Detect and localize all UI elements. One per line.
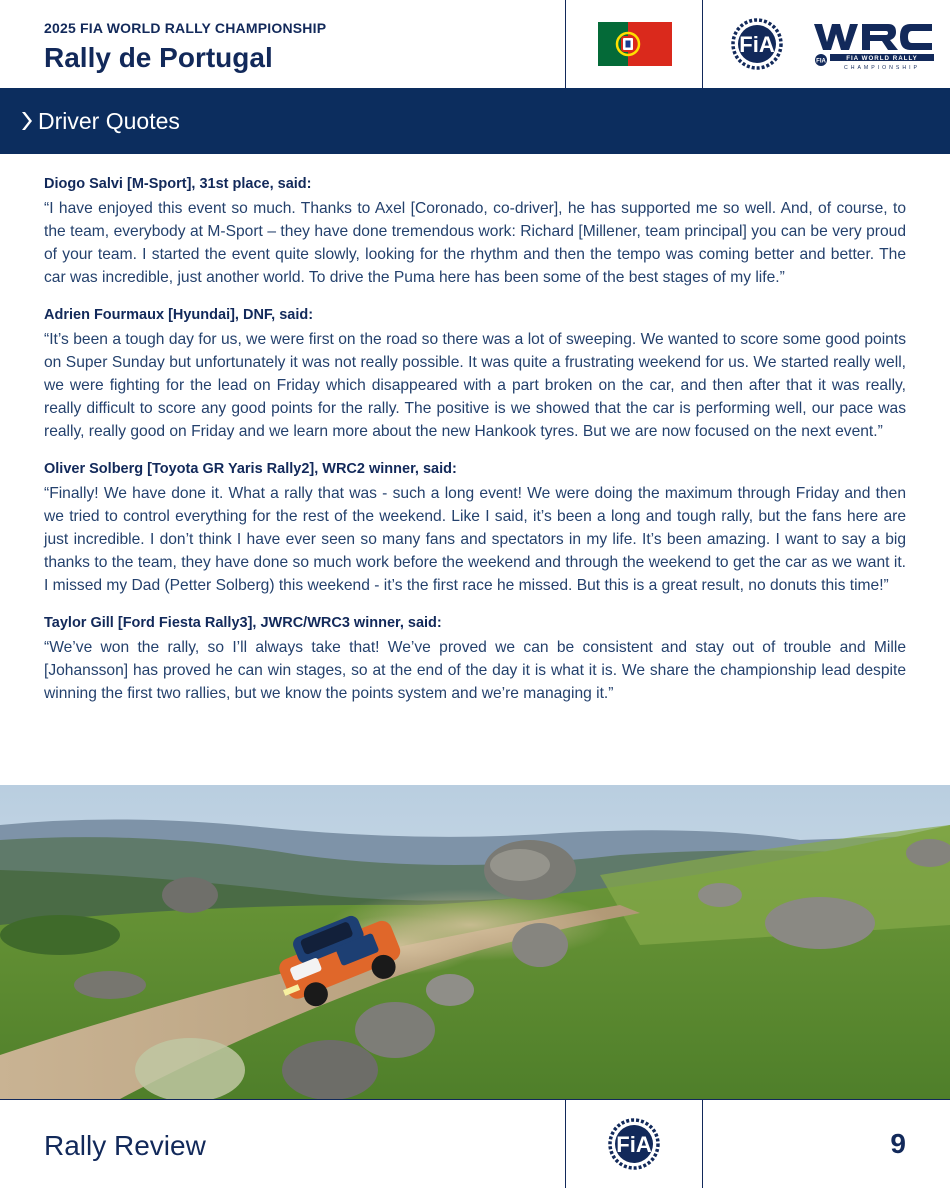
svg-text:CHAMPIONSHIP: CHAMPIONSHIP (843, 65, 921, 70)
quote-speaker: Oliver Solberg [Toyota GR Yaris Rally2], WRC2 winner, said: (44, 461, 457, 477)
quote-text: “We’ve won the rally, so I’ll always take that! We’ve proved we can be consistent and stay out of trouble and Mille [Johansson] has proved he can win stages, so at the end of the day it is what it is. We share the championship lead despite winning the first two rallies, but we know the points system and we’re managing it.” (44, 639, 906, 702)
rally-photo (0, 785, 950, 1099)
quote-text: “It’s been a tough day for us, we were first on the road so there was a lot of sweeping. We wanted to score some good points on Super Sunday but unfortunately it was not really possible. It was quite a frustrating weekend for us. We started really well, we were fighting for the lead on Friday which disappeared with a part broken on the car, and then after that it was really, really difficult to score any good points for the rally. The positive is we showed that the car is performing well, our pace was really, really good on Friday and we learn more about the new Hankook tyres. But we are now focused on the next event.” (44, 331, 906, 440)
header-divider (565, 0, 566, 88)
event-title: Rally de Portugal (44, 42, 273, 73)
page-number: 9 (890, 1128, 906, 1159)
chevron-right-icon (20, 110, 34, 132)
header-divider (702, 0, 703, 88)
page-header (0, 0, 950, 88)
quote-speaker: Diogo Salvi [M-Sport], 31st place, said: (44, 176, 312, 192)
quote-block (44, 459, 906, 597)
quote-speaker: Taylor Gill [Ford Fiesta Rally3], JWRC/WRC3 winner, said: (44, 615, 442, 631)
svg-text:FiA: FiA (739, 32, 775, 57)
quote-text: “I have enjoyed this event so much. Thanks to Axel [Coronado, co-driver], he has supported me so well. And, of course, to the team, everybody at M-Sport – they have done tremendous work: Richard [Millener, team principal] you can be very proud of your team. I started the event quite slowly, looking for the rhythm and then the tempo was coming better and better. The car was incredible, just another world. To drive the Puma here has been some of the best stages of my life.” (44, 200, 906, 286)
quote-text: “Finally! We have done it. What a rally that was - such a long event! We were doing the maximum through Friday and then we tried to control everything for the rest of the weekend. Like I said, it’s been a long and tough rally, but the fans here are just incredible. I don’t think I have ever seen so many fans and spectators in my life. It’s been amazing. I want to say a big thanks to the team, they have done so much work before the weekend and through the weekend to get the car as we want it. I missed my Dad (Petter Solberg) this weekend - it’s the first race he missed. But this is a great result, no donuts this time!” (44, 485, 906, 594)
publication-label: Rally Review (44, 1130, 206, 1161)
svg-text:FiA: FiA (616, 1132, 652, 1157)
page-footer (0, 1099, 950, 1188)
driver-quotes-list (44, 174, 906, 721)
championship-supertitle: 2025 FIA WORLD RALLY CHAMPIONSHIP (44, 20, 327, 36)
section-title: Driver Quotes (38, 108, 180, 134)
footer-divider (702, 1100, 703, 1188)
section-band (0, 88, 950, 154)
wrc-logo-icon (812, 18, 936, 70)
footer-divider (565, 1100, 566, 1188)
portugal-flag-icon (598, 22, 672, 66)
quote-block (44, 613, 906, 705)
rally-car-landscape-image (0, 785, 950, 1099)
quote-speaker: Adrien Fourmaux [Hyundai], DNF, said: (44, 307, 314, 323)
quote-block (44, 305, 906, 443)
fia-logo-icon (597, 1118, 671, 1170)
svg-text:FIA: FIA (816, 58, 826, 65)
quote-block (44, 174, 906, 289)
svg-text:FIA WORLD RALLY: FIA WORLD RALLY (846, 55, 918, 62)
fia-logo-icon (720, 18, 794, 70)
